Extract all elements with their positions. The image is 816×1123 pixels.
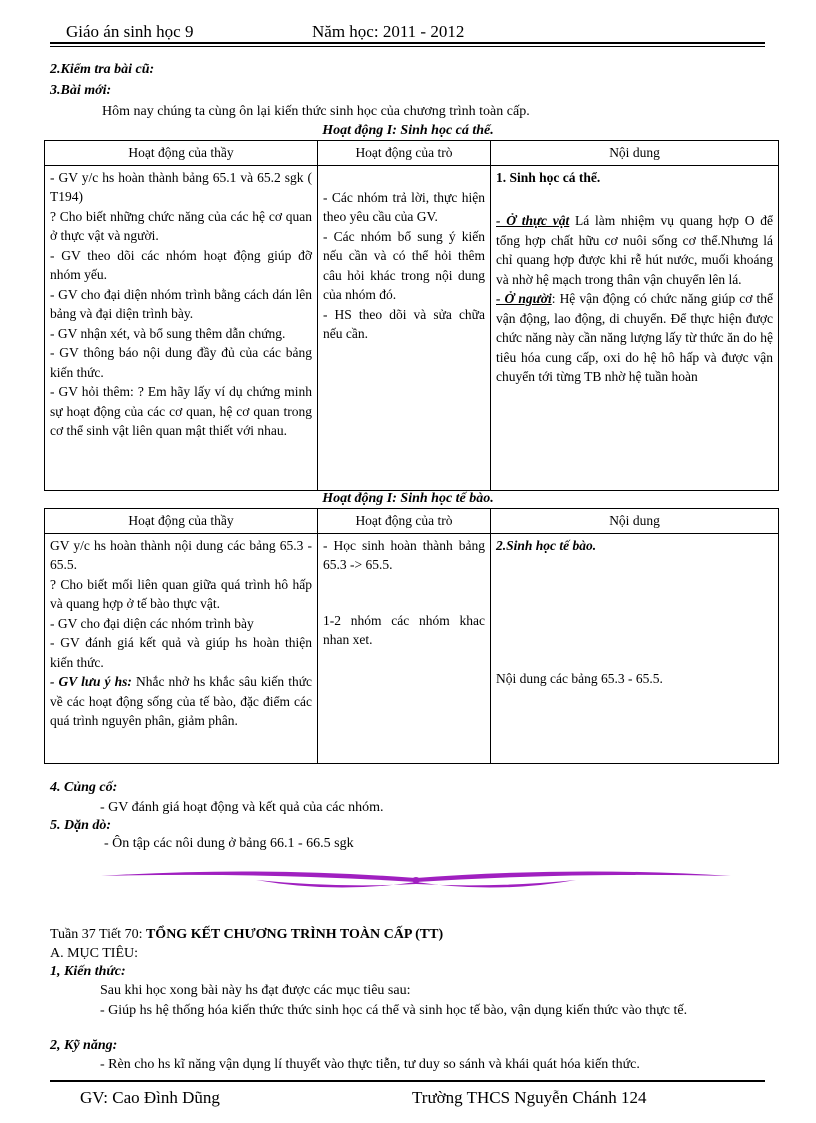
- section-4-heading: 4. Củng cố:: [50, 780, 118, 795]
- teacher-line: - GV hỏi thêm: ? Em hãy lấy ví dụ chứng minh sự hoạt động của các cơ quan, hệ cơ quan trong cơ thể sinh vật liên quan mật thiết với nhau.: [50, 384, 312, 438]
- plant-label: - Ở thực vật: [496, 213, 570, 228]
- col-header-content: Nội dung: [491, 509, 779, 534]
- col-header-student: Hoạt động của trò: [318, 509, 491, 534]
- col-header-teacher: Hoạt động của thầy: [45, 509, 318, 534]
- col-header-student: Hoạt động của trò: [318, 141, 491, 166]
- content-human: - Ở người: Hệ vận động có chức năng giúp cơ thể vận động, lao động, di chuyển. Để thực hiện được chức năng này cần năng lượng lấy từ thức ăn do hệ tiêu hóa cung cấp, oxi do hệ hô hấp và được vận chuyển tới từng TB nhờ hệ tuần hoàn: [496, 291, 773, 384]
- student-line: - Các nhóm trả lời, thực hiện theo yêu cầu của GV.: [323, 189, 485, 224]
- section-2-heading: 2.Kiểm tra bài cũ:: [50, 62, 155, 77]
- header-right: Năm học: 2011 - 2012: [312, 22, 465, 41]
- header-rule-thin: [50, 46, 765, 47]
- knowledge-text: - Giúp hs hệ thống hóa kiến thức thức sinh học cá thể và sinh học tế bào, vận dụng kiến thức vào thực tế.: [100, 1003, 688, 1018]
- student-cell: [318, 165, 491, 490]
- section-5-text: - Ôn tập các nôi dung ở bảng 66.1 - 66.5 sgk: [104, 836, 354, 851]
- section-4-text: - GV đánh giá hoạt động và kết quả của các nhóm.: [100, 800, 384, 815]
- plant-text: Lá làm nhiệm vụ quang hợp Ο để tổng hợp chất hữu cơ nuôi sống cơ thể.Nhưng lá chỉ quang hợp được khi rễ hút nước, muối khoáng và nhờ hệ mạch trong thân vận chuyển lên lá.: [496, 213, 773, 287]
- header-rule: [50, 42, 765, 44]
- footer-left: GV: Cao Đình Dũng: [80, 1088, 220, 1107]
- student-line: - Các nhóm bổ sung ý kiến nếu cần và có thể hỏi thêm câu hỏi khác trong nội dung của nhóm đó.: [323, 228, 485, 302]
- teacher-line: GV y/c hs hoàn thành nội dung các bảng 65.3 - 65.5.: [50, 537, 312, 572]
- col-header-teacher: Hoạt động của thầy: [45, 141, 318, 166]
- teacher-cell: [45, 165, 318, 490]
- human-label: - Ở người: [496, 291, 552, 306]
- activity-2-caption: Hoạt động I: Sinh học tế bào.: [322, 491, 494, 506]
- teacher-line: - GV y/c hs hoàn thành bảng 65.1 và 65.2 sgk ( T194): [50, 169, 312, 204]
- human-text: Hệ vận động có chức năng giúp cơ thể vận động, lao động, di chuyển. Để thực hiện được chức năng này cần năng lượng lấy từ thức ăn do hệ tiêu hóa cung cấp, oxi do hệ hô hấp và được vận chuyển tới từng TB nhờ hệ tuần hoàn: [496, 291, 773, 384]
- teacher-line: - GV theo dõi các nhóm hoạt động giúp đỡ nhóm yếu.: [50, 247, 312, 282]
- knowledge-intro: Sau khi học xong bài này hs đạt được các mục tiêu sau:: [100, 983, 411, 998]
- teacher-line: - GV nhận xét, và bổ sung thêm dẫn chứng.: [50, 325, 286, 341]
- section-5-heading: 5. Dặn dò:: [50, 818, 112, 833]
- skills-text: - Rèn cho hs kĩ năng vận dụng lí thuyết vào thực tiễn, tư duy so sánh và khái quát hóa kiến thức.: [100, 1057, 640, 1072]
- skills-heading: 2, Kỹ năng:: [50, 1038, 118, 1053]
- content-cell: [491, 165, 779, 490]
- note-label: - GV lưu ý hs:: [50, 674, 132, 689]
- student-line: 1-2 nhóm các nhóm khac nhan xet.: [323, 612, 485, 647]
- student-cell: [318, 533, 491, 763]
- footer-right: Trường THCS Nguyễn Chánh 124: [412, 1088, 647, 1107]
- objectives-heading: A. MỤC TIÊU:: [50, 946, 139, 961]
- teacher-line: ? Cho biết những chức năng của các hệ cơ quan ở thực vật và người.: [50, 208, 312, 243]
- footer-rule: [50, 1080, 765, 1082]
- section-3-heading: 3.Bài mới:: [50, 83, 112, 98]
- activity-2-table: [44, 508, 779, 764]
- content-text: Nội dung các bảng 65.3 - 65.5.: [496, 671, 663, 686]
- teacher-note: [50, 672, 312, 731]
- intro-text: Hôm nay chúng ta cùng ôn lại kiến thức sinh học của chương trình toàn cấp.: [102, 104, 530, 119]
- content-title: 2.Sinh học tế bào.: [496, 537, 597, 553]
- teacher-cell: [45, 533, 318, 763]
- header-left: Giáo án sinh học 9: [66, 22, 194, 41]
- note-text: Nhắc nhở hs khắc sâu kiến thức về các hoạt động sống của tế bào, đặc điểm các quá trình nguyên phân, giảm phân.: [50, 674, 313, 728]
- knowledge-heading: 1, Kiến thức:: [50, 964, 126, 979]
- teacher-line: - GV cho đại diện nhóm trình bằng cách dán lên bảng và đại diện trình bày.: [50, 286, 312, 321]
- student-line: - Học sinh hoàn thành bảng 65.3 -> 65.5.: [323, 537, 485, 572]
- student-line: - HS theo dõi và sửa chữa nếu cần.: [323, 306, 485, 341]
- content-plant: [496, 211, 773, 289]
- col-header-content: Nội dung: [491, 141, 779, 166]
- activity-1-caption: Hoạt động I: Sinh học cá thể.: [322, 123, 494, 138]
- teacher-line: - GV cho đại diện các nhóm trình bày: [50, 615, 254, 631]
- activity-1-table: [44, 140, 779, 491]
- teacher-line: - GV thông báo nội dung đầy đủ của các bảng kiến thức.: [50, 345, 312, 380]
- content-cell: [491, 533, 779, 763]
- teacher-line: - GV đánh giá kết quả và giúp hs hoàn thiện kiến thức.: [50, 635, 312, 670]
- lesson-heading: [50, 927, 443, 943]
- lesson-title: TỔNG KẾT CHƯƠNG TRÌNH TOÀN CẤP (TT): [145, 927, 444, 942]
- teacher-line: ? Cho biết mối liên quan giữa quá trình hô hấp và quang hợp ở tế bào thực vật.: [50, 576, 312, 611]
- content-title: 1. Sinh học cá thể.: [496, 169, 601, 185]
- lesson-prefix: Tuần 37 Tiết 70:: [50, 927, 146, 942]
- ornament-divider-icon: [96, 864, 736, 894]
